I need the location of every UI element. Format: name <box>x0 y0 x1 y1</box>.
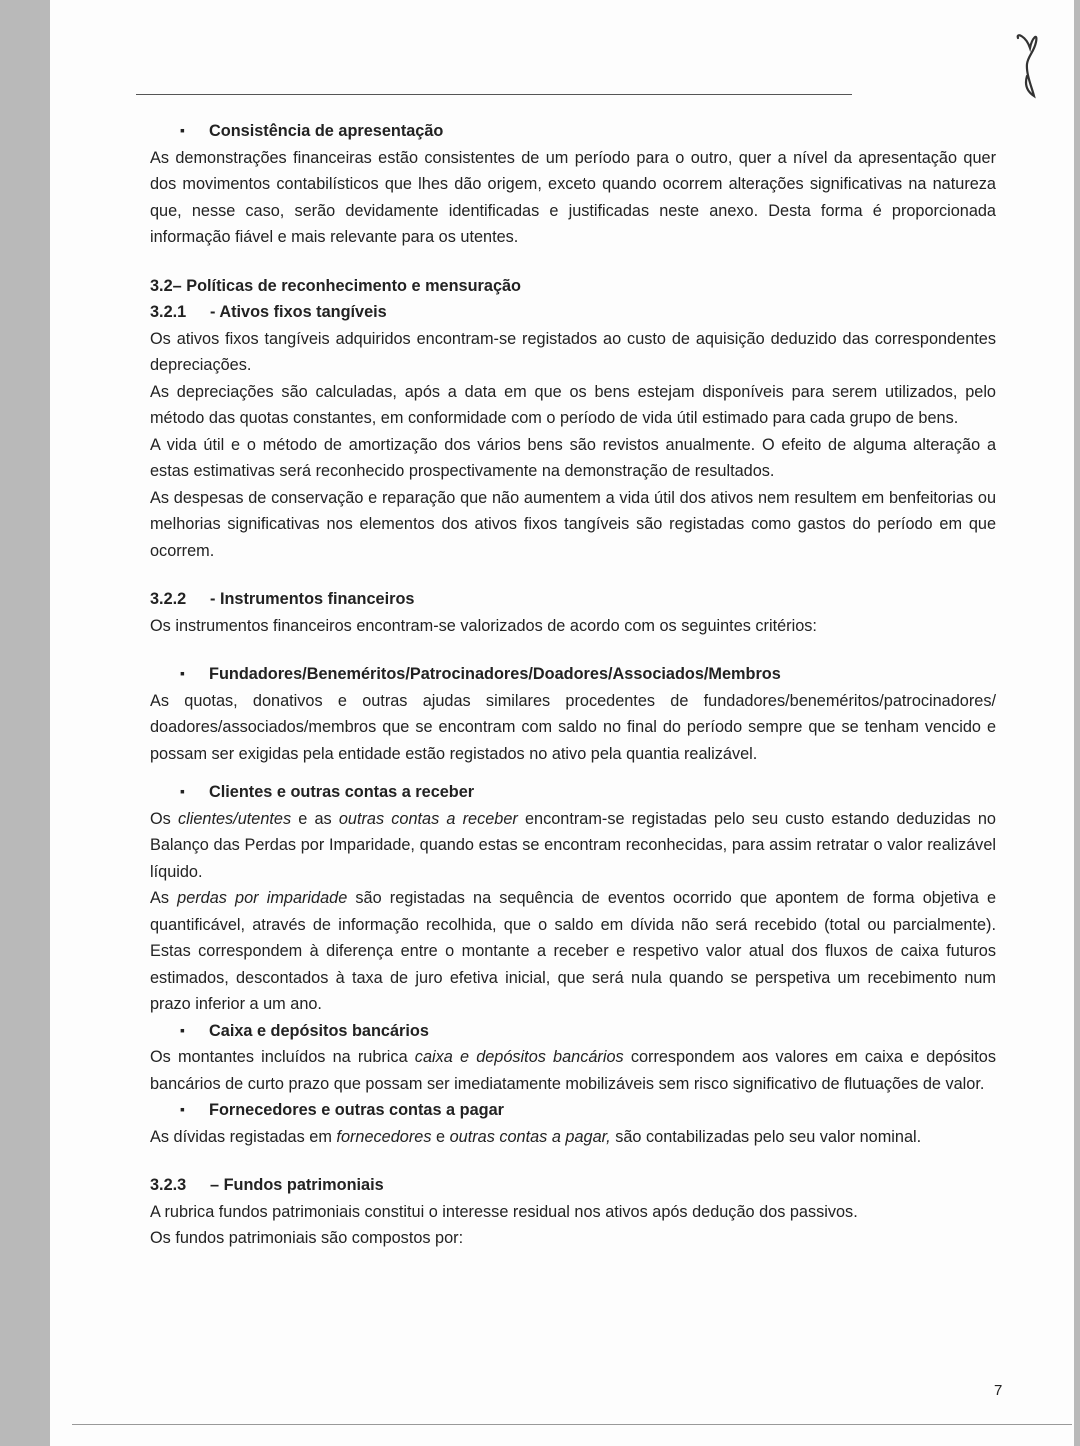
heading-consistencia: ▪ Consistência de apresentação <box>150 118 996 145</box>
paragraph-3-2-1-d: As despesas de conservação e reparação que não aumentem a vida útil dos ativos nem resultem em benfeitorias ou melhorias significativas nos elementos dos ativos fixos tangíveis são registadas como gastos do período em que ocorrem. <box>150 488 996 560</box>
paragraph-3-2-1-b: As depreciações são calculadas, após a data em que os bens estejam disponíveis para serem utilizados, pelo método das quotas constantes, em conformidade com o período de vida útil estimado para cada grupo de bens. <box>150 382 996 427</box>
footer-rule <box>72 1424 1072 1425</box>
heading-fundadores: ▪ Fundadores/Beneméritos/Patrocinadores/Doadores/Associados/Membros <box>150 661 996 688</box>
paragraph-3-2-3-a: A rubrica fundos patrimoniais constitui o interesse residual nos ativos após dedução dos passivos. <box>150 1202 858 1221</box>
paragraph-clientes-b: As perdas por imparidade são registadas na sequência de eventos ocorrido que apontem de forma objetiva e quantificável, através de informação recolhida, que o saldo em dívida não será recebido (total ou parcialmente). Estas correspondem à diferença entre o montante a receber e respetivo valor atual dos fluxos de caixa futuros estimados, descontados à taxa de juro efetiva inicial, que será nula quando se perspetiva um recebimento num prazo inferior a um ano. <box>150 889 997 1013</box>
paragraph-fundadores: As quotas, donativos e outras ajudas similares procedentes de fundadores/beneméritos/patrocinadores/ doadores/associados/membros que se encontram com saldo no final do período sempre que se tenham vencido e possam ser exigidas pela entidade estão registados no ativo pela quantia realizável. <box>150 691 996 763</box>
paragraph-3-2-1-a: Os ativos fixos tangíveis adquiridos encontram-se registados ao custo de aquisição deduzido das correspondentes depreciações. <box>150 329 996 374</box>
section-3-2-title: 3.2– Políticas de reconhecimento e mensuração <box>150 276 522 295</box>
header-rule <box>136 94 852 95</box>
paragraph-caixa: Os montantes incluídos na rubrica caixa e depósitos bancários correspondem aos valores em caixa e depósitos bancários de curto prazo que possam ser imediatamente mobilizáveis sem risco significativo de flutuações de valor. <box>150 1048 996 1093</box>
document-page <box>50 0 1074 1446</box>
section-3-2-2-title: 3.2.2 - Instrumentos financeiros <box>150 590 415 608</box>
paragraph-consistencia: As demonstrações financeiras estão consistentes de um período para o outro, quer a nível da apresentação quer dos movimentos contabilísticos que lhes dão origem, exceto quando ocorrem alterações significativas na natureza que, nesse caso, serão devidamente identificadas e justificadas neste anexo. Desta forma é proporcionada informação fiável e mais relevante para os utentes. <box>150 148 996 246</box>
document-body <box>150 118 996 1252</box>
page-number: 7 <box>994 1382 1003 1399</box>
heading-caixa: ▪ Caixa e depósitos bancários <box>150 1018 996 1045</box>
handwritten-initial <box>1010 30 1044 100</box>
section-3-2-1-title: 3.2.1 - Ativos fixos tangíveis <box>150 303 387 321</box>
paragraph-3-2-3-b: Os fundos patrimoniais são compostos por: <box>150 1229 464 1247</box>
paragraph-3-2-1-c: A vida útil e o método de amortização dos vários bens são revistos anualmente. O efeito de alguma alteração a estas estimativas será reconhecido prospectivamente na demonstração de resultados. <box>150 435 996 480</box>
paragraph-clientes-a: Os clientes/utentes e as outras contas a receber encontram-se registadas pelo seu custo estando deduzidas no Balanço das Perdas por Imparidade, quando estas se encontram reconhecidas, para assim retratar o valor realizável líquido. <box>150 809 996 881</box>
paragraph-fornecedores: As dívidas registadas em fornecedores e outras contas a pagar, são contabilizadas pelo seu valor nominal. <box>150 1127 922 1146</box>
heading-fornecedores: ▪ Fornecedores e outras contas a pagar <box>150 1097 996 1124</box>
paragraph-3-2-2-intro: Os instrumentos financeiros encontram-se valorizados de acordo com os seguintes critérios: <box>150 616 817 635</box>
section-3-2-3-title: 3.2.3 – Fundos patrimoniais <box>150 1176 384 1194</box>
heading-clientes: ▪ Clientes e outras contas a receber <box>150 779 996 806</box>
